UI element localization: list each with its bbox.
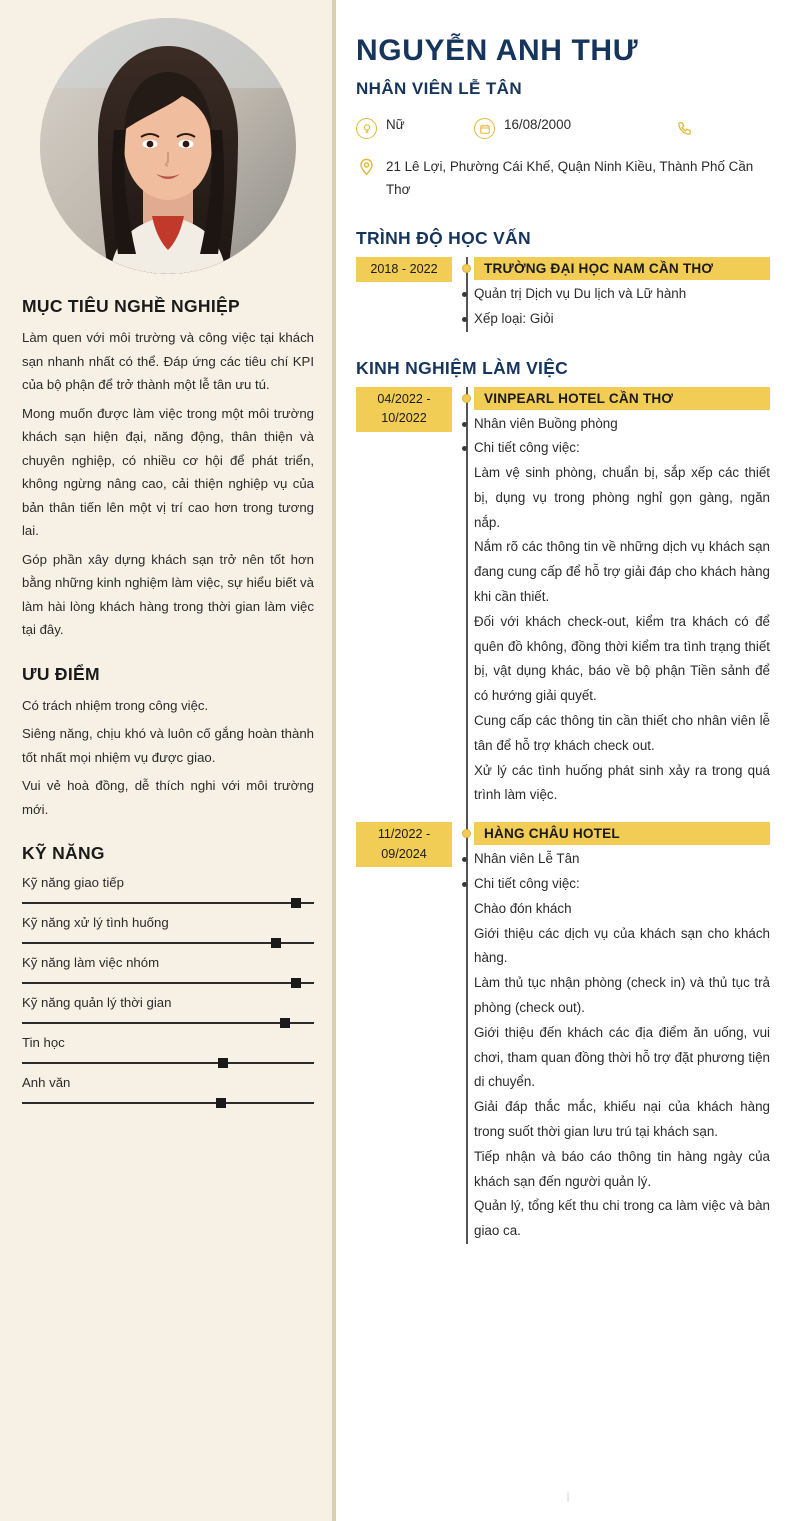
experience-position-text: Nhân viên Lễ Tân [474,851,580,867]
skill-item [22,1035,314,1064]
experience-company: HÀNG CHÂU HOTEL [474,822,770,845]
gender-female-icon [356,118,377,139]
job-title: NHÂN VIÊN LỄ TÂN [356,79,523,98]
skill-label: Tin học [22,1035,65,1050]
experience-detail: Nắm rõ các thông tin về những dịch vụ khách sạn đang cung cấp để hỗ trợ giải đáp cho khách hàng khi cần thiết. [474,539,770,605]
strength-item: Siêng năng, chịu khó và luôn cố gắng hoàn thành tốt nhất mọi nhiệm vụ được giao. [22,726,314,765]
gender-info [356,117,464,139]
experience-detail: Quản lý, tổng kết thu chi trong ca làm việc và bàn giao ca. [474,1198,770,1239]
skill-level-handle [291,978,301,988]
objective-paragraph: Làm quen với môi trường và công việc tại khách sạn nhanh nhất có thể. Đáp ứng các tiêu chí KPI của bộ phận để trở thành một lễ tân ưu tú. [22,330,314,392]
main-content [336,0,800,1521]
gender-value: Nữ [386,117,405,132]
address-info [356,155,770,202]
experience-detail: Giải đáp thắc mắc, khiếu nại của khách hàng trong suốt thời gian lưu trú tại khách sạn. [474,1099,770,1140]
skill-bar [22,1102,314,1104]
dob-value: 16/08/2000 [504,117,572,132]
location-pin-icon [356,156,377,177]
timeline-dot [462,829,471,838]
objective-paragraph: Góp phần xây dựng khách sạn trở nên tốt hơn bằng những kinh nghiệm làm việc, sự hiểu biết và làm hài lòng khách hàng trong thời gian làm việc tại đây. [22,551,314,637]
avatar-photo [40,18,296,274]
skill-label: Kỹ năng quản lý thời gian [22,995,172,1010]
timeline-dot [462,264,471,273]
experience-entry [377,822,770,1244]
experience-detail-label-text: Chi tiết công việc: [474,440,580,456]
skill-item [22,915,314,944]
experience-detail-label [474,872,770,897]
skill-label: Anh văn [22,1075,71,1090]
avatar [40,18,296,274]
experience-detail-label [474,436,770,461]
experience-detail: Làm thủ tục nhận phòng (check in) và thủ tục trả phòng (check out). [474,975,770,1016]
education-line-text: Xếp loại: Giỏi [474,310,554,326]
experience-entry [377,387,770,809]
skill-level-handle [216,1098,226,1108]
bullet-icon [462,317,467,322]
experience-company: VINPEARL HOTEL CẦN THƠ [474,387,770,410]
footer-mark: | [566,1492,570,1503]
experience-title: KINH NGHIỆM LÀM VIỆC [356,357,569,378]
experience-position-text: Nhân viên Buồng phòng [474,415,618,431]
bullet-icon [462,422,467,427]
skill-item [22,995,314,1024]
skill-bar [22,942,314,944]
experience-detail: Xử lý các tình huống phát sinh xảy ra trong quá trình làm việc. [474,762,770,803]
objective-paragraph: Mong muốn được làm việc trong một môi trường khách sạn hiện đại, năng động, thân thiện và chuyên nghiệp, có nhiều cơ hội để phát triển, không ngừng nâng cao, cải thiện nghiệp vụ của bản thân tiến lên một vị trí cao hơn trong tương lai. [22,405,314,538]
experience-detail-label-text: Chi tiết công việc: [474,876,580,892]
page-title: NGUYỄN ANH THƯ [356,34,639,67]
skill-label: Kỹ năng xử lý tình huống [22,915,169,930]
address-value: 21 Lê Lợi, Phường Cái Khế, Quận Ninh Kiều, Thành Phố Cần Thơ [386,159,754,198]
skill-item [22,1075,314,1104]
education-line [474,282,770,307]
experience-position [474,412,770,437]
objective-title: MỤC TIÊU NGHỀ NGHIỆP [22,296,240,316]
experience-detail: Làm vệ sinh phòng, chuẩn bị, sắp xếp các thiết bị, dụng vụ trong phòng nghỉ gọn gàng, ngăn nắp. [474,465,770,530]
strengths-title: ƯU ĐIỂM [22,663,100,684]
experience-detail: Tiếp nhận và báo cáo thông tin hàng ngày của khách sạn đến người quản lý. [474,1148,770,1189]
skill-label: Kỹ năng làm việc nhóm [22,955,160,970]
education-date: 2018 - 2022 [356,257,452,283]
experience-detail: Chào đón khách [474,900,572,916]
timeline-line [466,387,468,1245]
skills-title: KỸ NĂNG [22,843,105,863]
calendar-icon [474,118,495,139]
strength-item: Có trách nhiệm trong công việc. [22,697,209,713]
skill-bar [22,1062,314,1064]
skill-level-handle [271,938,281,948]
education-title: TRÌNH ĐỘ HỌC VẤN [356,227,531,248]
experience-timeline [356,387,770,1245]
experience-date: 04/2022 - 10/2022 [356,387,452,432]
sidebar [0,0,336,1521]
contact-info-row [356,117,770,139]
skill-bar [22,982,314,984]
skill-bar [22,902,314,904]
skill-item [22,875,314,904]
education-timeline [356,257,770,332]
skill-label: Kỹ năng giao tiếp [22,875,124,890]
experience-position [474,847,770,872]
education-line-text: Quản trị Dịch vụ Du lịch và Lữ hành [474,285,687,301]
strength-item: Vui vẻ hoà đồng, dễ thích nghi với môi trường mới. [22,778,314,817]
spacer [474,808,770,822]
skill-level-handle [280,1018,290,1028]
skill-level-handle [291,898,301,908]
phone-icon [674,118,695,139]
experience-detail: Đối với khách check-out, kiểm tra khách có để quên đồ không, đồng thời kiểm tra tình trạng thiết bị, vật dụng khác, báo về bộ phận Tiền sảnh để có hướng giải quyết. [474,613,770,704]
experience-date: 11/2022 - 09/2024 [356,822,452,867]
education-school: TRƯỜNG ĐẠI HỌC NAM CẦN THƠ [474,257,770,280]
education-entry [370,257,770,332]
skill-level-handle [218,1058,228,1068]
experience-detail: Giới thiệu đến khách các địa điểm ăn uống, vui chơi, tham quan đồng thời hỗ trợ đặt phương tiện di chuyển. [474,1024,770,1090]
skill-item [22,955,314,984]
phone-info [674,117,695,139]
bullet-icon [462,292,467,297]
skill-bar [22,1022,314,1024]
experience-detail: Cung cấp các thông tin cần thiết cho nhân viên lễ tân để hỗ trợ khách check out. [474,713,770,753]
skills-list [22,875,314,1104]
dob-info [474,117,664,139]
experience-detail: Giới thiệu các dịch vụ của khách sạn cho khách hàng. [474,925,770,966]
timeline-dot [462,394,471,403]
education-line [474,307,770,332]
